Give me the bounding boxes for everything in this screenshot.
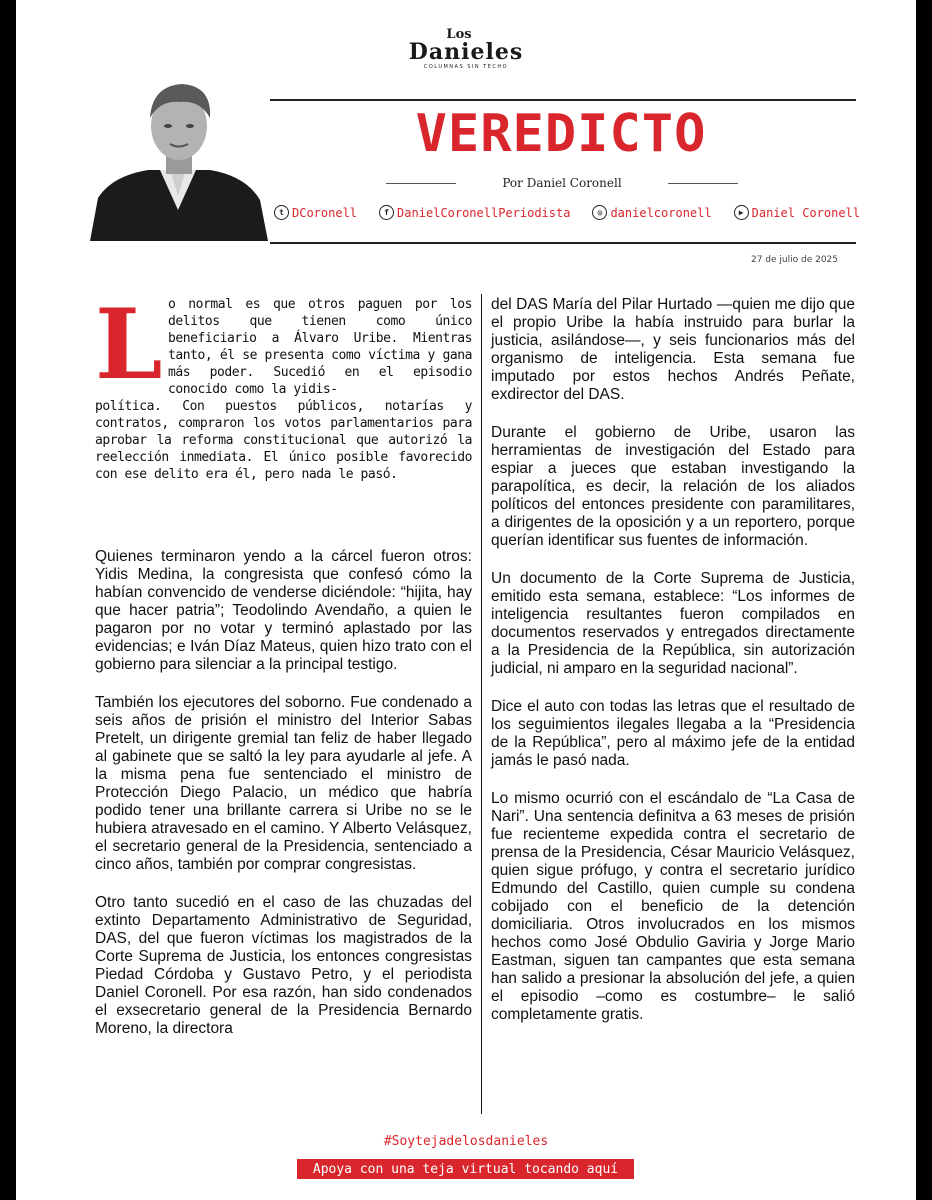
instagram-icon: ◎ (592, 205, 607, 220)
brand-name: Danieles (408, 39, 524, 65)
twitter-icon: t (274, 205, 289, 220)
paragraph: del DAS María del Pilar Hurtado —quien me dijo que el propio Uribe la había instruido para burlar la justicia, asilándose—, y seis funcionarios más del organismo de inteligencia. Esta semana fue imputado por estos hechos Andrés Peñate, exdirector del DAS. (491, 296, 855, 403)
header-top-rule (270, 99, 856, 101)
lead-paragraph-part2: política. Con puestos públicos, notarías y contratos, compraron los votos parlamentarios para aprobar la reforma constitucional que autorizó la reelección inmediata. El único posible favorecido con ese delito era él, pero nada le pasó. (95, 399, 472, 482)
social-youtube-label: Daniel Coronell (751, 205, 860, 220)
publish-date: 27 de julio de 2025 (750, 255, 838, 265)
paragraph: Lo mismo ocurrió con el escándalo de “La Casa de Nari”. Una sentencia definitva a 63 meses de prisión fue recienteme expedida contra el secretario de prensa de la Presidencia, César Mauricio Velásquez, quien sigue prófugo, y contra el secretario jurídico Edmundo del Castillo, quien cumple su condena cobijado con el beneficio de la detención domiciliaria. Otros involucrados en los mismos hechos como José Obdulio Gaviria y Jorge Mario Eastman, siguen tan campantes que esta semana han salido a presionar la absolución del jefe, a quien el episodio –como es costumbre– le salió completamente gratis. (491, 790, 855, 1023)
social-instagram-link[interactable] (592, 205, 711, 220)
left-column (95, 548, 472, 1058)
paragraph: Durante el gobierno de Uribe, usaron las herramientas de investigación del Estado para espiar a jueces que estaban investigando la parapolítica, es decir, la relación de los aliados políticos del entonces presidente con paramilitares, a dirigentes de la oposición y a un reportero, porque querían identificar sus fuentes de información. (491, 424, 855, 549)
social-twitter-link[interactable] (274, 205, 357, 220)
brand-tagline: COLUMNAS SIN TECHO (423, 64, 509, 70)
byline-rule-right (668, 183, 738, 184)
paragraph: También los ejecutores del soborno. Fue condenado a seis años de prisión el ministro del Interior Sabas Pretelt, un dirigente gremial tan feliz de haber llegado al gabinete que se saltó la ley para ayudarle al jefe. A la misma pena fue sentenciado el ministro de Protección Diego Palacio, un médico que habría podido tener una brillante carrera si Uribe no se le hubiera atravesado en el camino. Y Alberto Velásquez, el secretario general de la Presidencia, sentenciado a cinco años, también por comprar congresistas. (95, 694, 472, 873)
social-youtube-link[interactable] (734, 205, 860, 220)
byline-row (386, 176, 738, 190)
social-instagram-label: danielcoronell (610, 205, 712, 220)
right-column (491, 296, 855, 1044)
article-page (16, 0, 916, 1200)
drop-cap: L (95, 288, 163, 401)
facebook-icon: f (379, 205, 394, 220)
lead-paragraph-part1: o normal es que otros paguen por los delitos que tienen como único beneficiario a Álvaro Uribe. Mientras tanto, él se presenta como víctima y gana más poder. Sucedió en el episodio conocido como la yidis- (168, 297, 472, 397)
support-cta-button[interactable]: Apoya con una teja virtual tocando aquí (297, 1159, 634, 1179)
author-photo (90, 78, 268, 241)
youtube-icon: ▶ (734, 205, 749, 220)
social-facebook-label: DanielCoronellPeriodista (397, 205, 571, 220)
brand-los: Los (446, 27, 472, 42)
social-links (274, 205, 860, 220)
header-bottom-rule (270, 242, 856, 244)
social-facebook-link[interactable] (379, 205, 570, 220)
column-title: VEREDICTO (415, 104, 707, 164)
paragraph: Dice el auto con todas las letras que el resultado de los seguimientos ilegales llegaba a la “Presidencia de la República”, pero al máximo jefe de la entidad jamás le pasó nada. (491, 698, 855, 769)
paragraph: Quienes terminaron yendo a la cárcel fueron otros: Yidis Medina, la congresista que confesó cómo la habían convencido de venderse diciéndole: “hijita, hay que hacer patria”; Teodolindo Avendaño, a quien le pagaron por no votar y terminó aplastado por las evidencias; e Iván Díaz Mateus, quien hizo trato con el gobierno para silenciar a la principal testigo. (95, 548, 472, 673)
byline: Por Daniel Coronell (502, 176, 622, 190)
brand-logo[interactable] (16, 28, 916, 71)
paragraph: Otro tanto sucedió en el caso de las chuzadas del extinto Departamento Administrativo de Seguridad, DAS, del que fueron víctimas los magistrados de la Corte Suprema de Justicia, los entonces congresistas Piedad Córdoba y Gustavo Petro, y el periodista Daniel Coronell. Por esa razón, han sido condenados el exsecretario general de la Presidencia Bernardo Moreno, la directora (95, 894, 472, 1037)
hashtag-link[interactable]: #Soytejadelosdanieles (383, 1134, 549, 1149)
column-divider (481, 294, 482, 1114)
paragraph: Un documento de la Corte Suprema de Justicia, emitido esta semana, establece: “Los informes de inteligencia resultantes fueron compilados en documentos reservados y entregados directamente a la Presidencia de la República, sin autorización judicial, ni amparo en la seguridad nacional”. (491, 570, 855, 677)
social-twitter-label: DCoronell (292, 205, 358, 220)
